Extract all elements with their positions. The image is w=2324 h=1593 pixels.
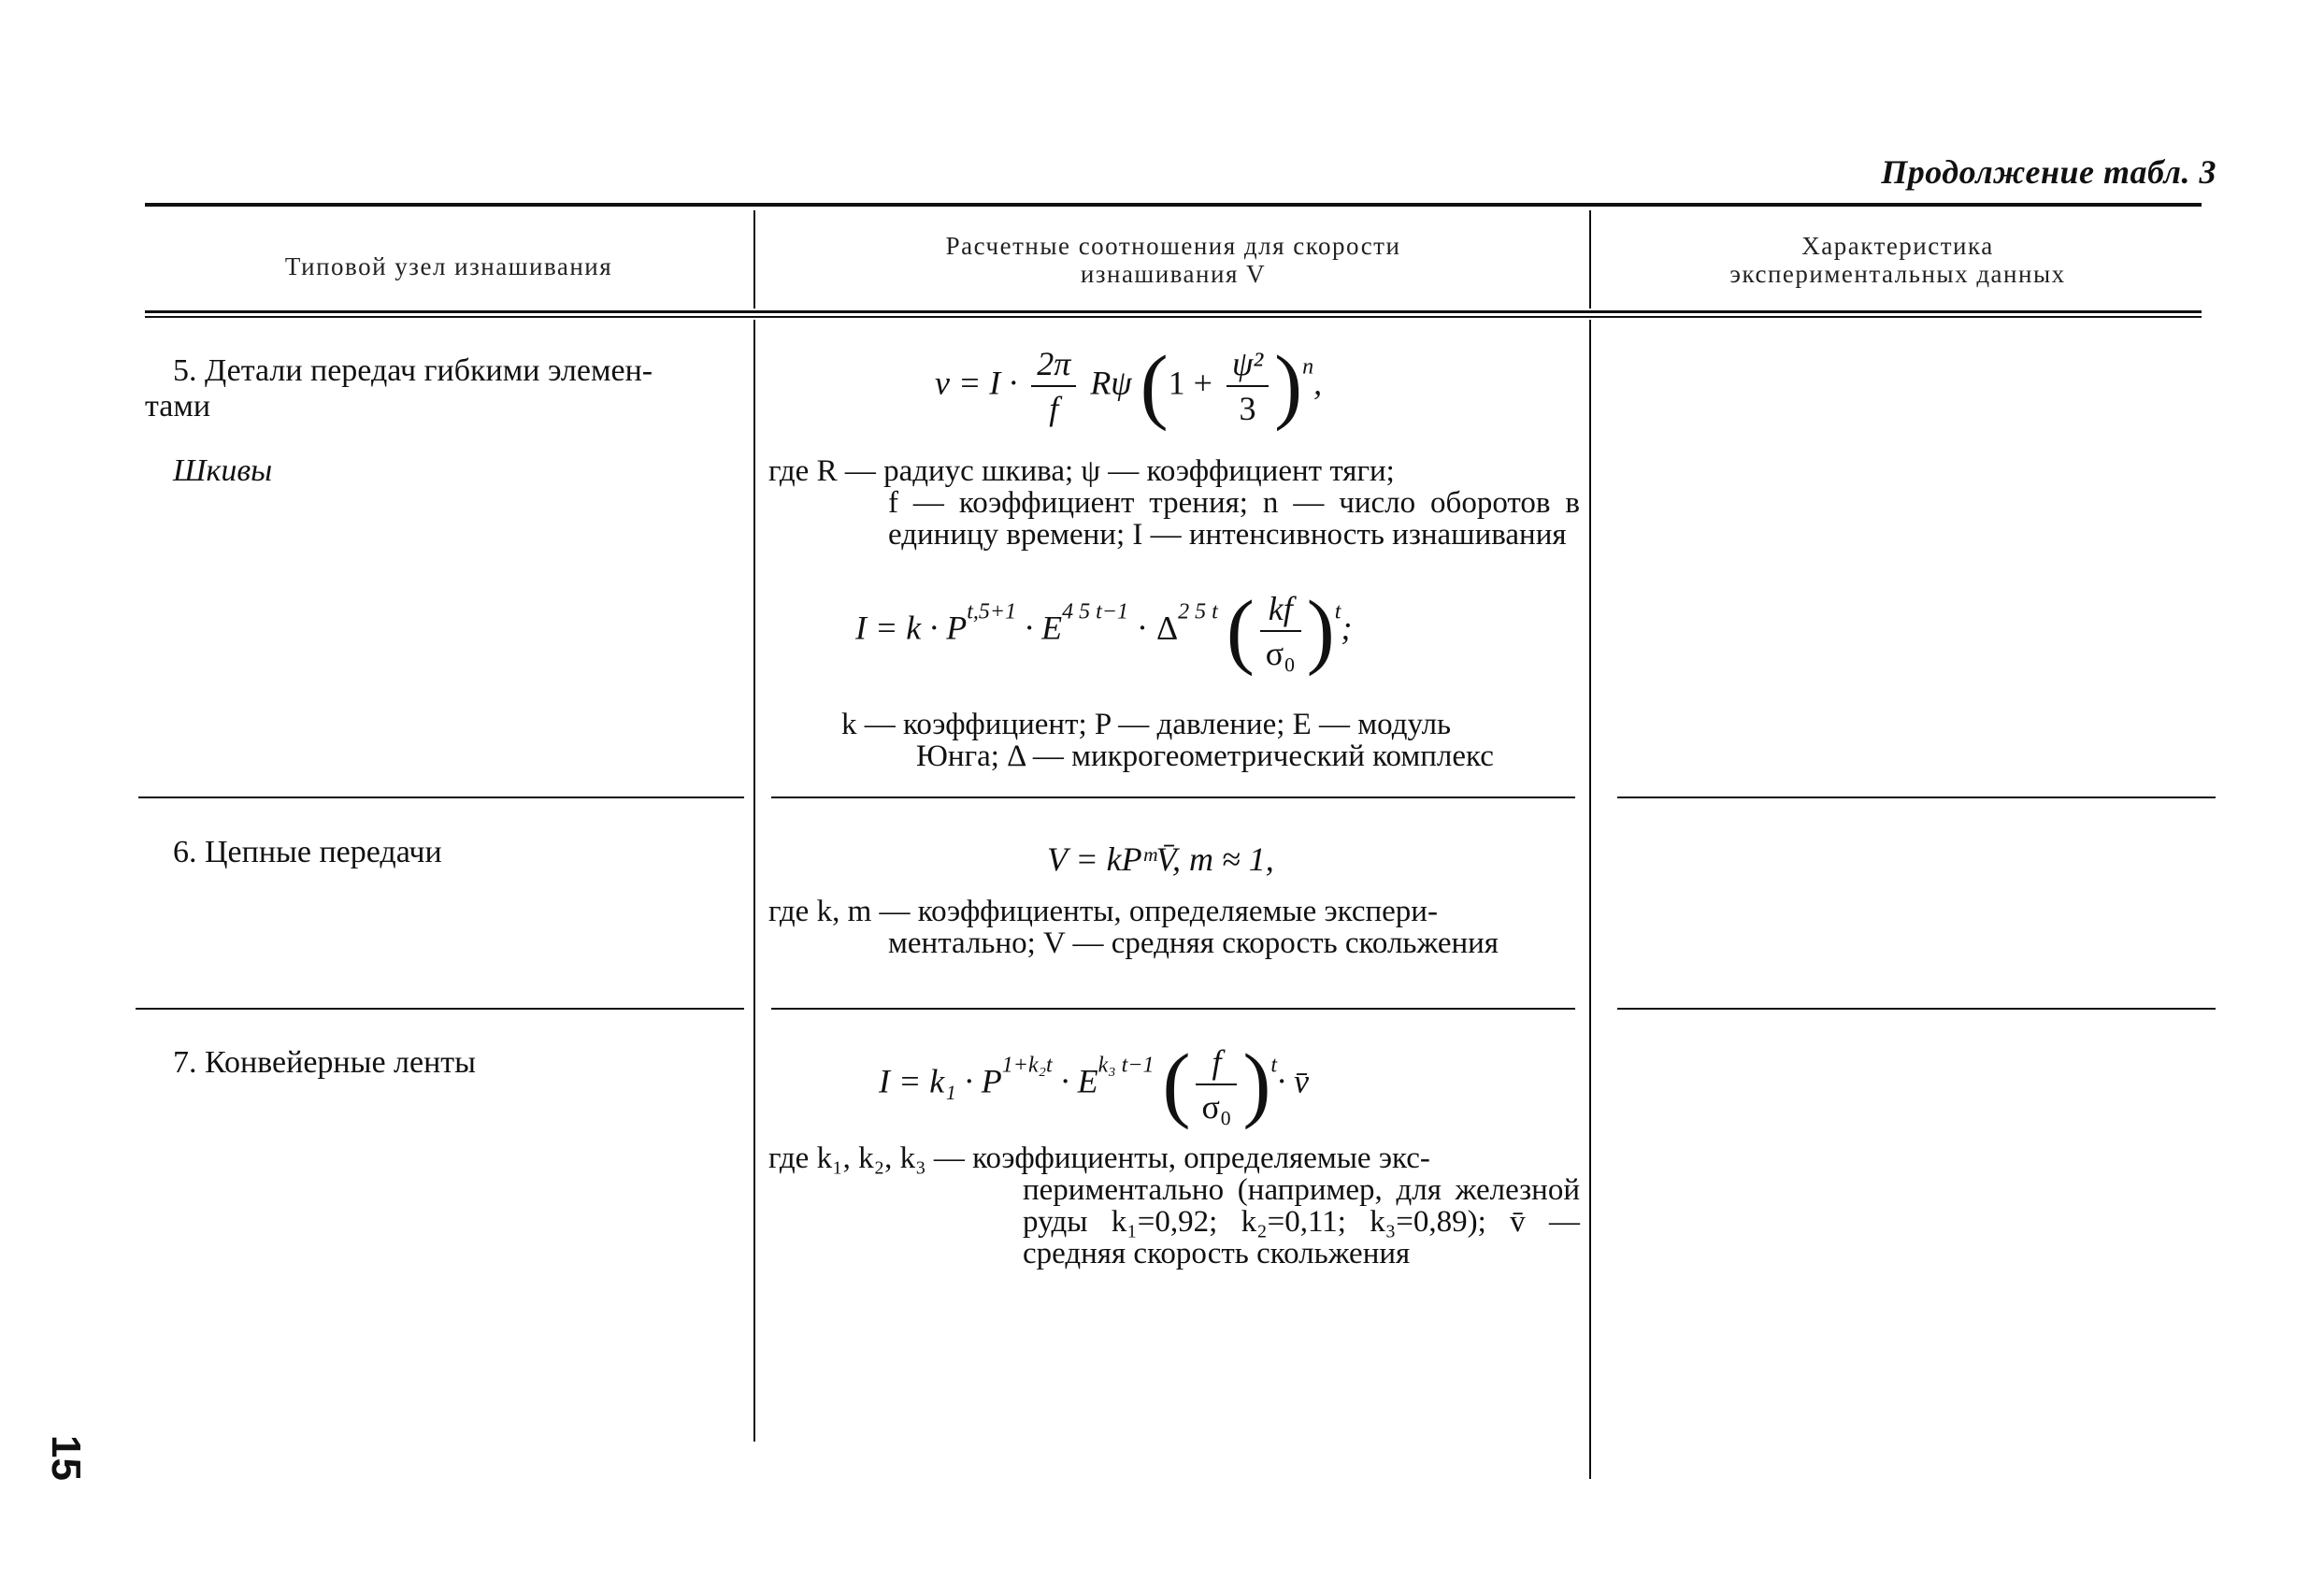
row7-desc-rest: периментально (например, для железной руды k₁=0,92; k₂=0,11; k₃=0,89); v̄ — средняя скорость скольжения xyxy=(1023,1173,1580,1270)
f2-e: · E xyxy=(1025,609,1063,647)
f1-exp: n xyxy=(1302,354,1314,380)
header-col3 xyxy=(1599,232,2197,288)
f2-frac-den: σ₀ xyxy=(1265,635,1296,672)
row5-desc2 xyxy=(841,709,1580,772)
row6-desc-rest: ментально; V — средняя скорость скольжения xyxy=(888,926,1499,960)
row6-title: 6. Цепные передачи xyxy=(173,835,442,869)
f3-p-exp: 1+k₂t xyxy=(1001,1053,1053,1078)
f2-lparen: ( xyxy=(1226,584,1255,677)
header-divider-2 xyxy=(1589,210,1591,309)
row5-desc1 xyxy=(768,455,1580,551)
row5-separator-col3 xyxy=(1617,796,2216,798)
f3-lparen: ( xyxy=(1162,1038,1191,1130)
f3-tail: · v̄ xyxy=(1277,1062,1310,1100)
row6-separator-col3 xyxy=(1617,1008,2216,1010)
f3-frac xyxy=(1196,1042,1237,1127)
row5-desc1-rest: f — коэффициент трения; n — число оборотов в единицу времени; I — интенсивность изнашивания xyxy=(888,486,1580,552)
row6-separator-col2 xyxy=(771,1008,1575,1010)
f2-lhs: I = k · P xyxy=(855,609,968,647)
header-rule-b xyxy=(145,316,2202,318)
row5-desc1-lead: где R — радиус шкива; ψ — коэффициент тяги; xyxy=(768,454,1395,488)
row7-title: 7. Конвейерные ленты xyxy=(173,1045,476,1080)
row5-subtitle: Шкивы xyxy=(173,453,273,488)
row6-separator-col1 xyxy=(136,1008,744,1010)
f2-e-exp: 4 5 t−1 xyxy=(1062,599,1128,624)
table-caption: Продолжение табл. 3 xyxy=(1881,153,2216,191)
f2-frac xyxy=(1260,589,1301,673)
header-col2-line2: изнашивания V xyxy=(1080,260,1267,288)
f3-exp: t xyxy=(1270,1053,1278,1078)
row5-formula1 xyxy=(935,339,1323,432)
f1-rparen: ) xyxy=(1274,339,1303,432)
f1-lhs: v = I · xyxy=(935,364,1018,402)
f2-rparen: ) xyxy=(1306,584,1335,677)
f1-inner: 1 + xyxy=(1168,364,1212,402)
header-col1 xyxy=(150,252,748,280)
f1-frac2 xyxy=(1227,344,1269,428)
f1-frac-den: f xyxy=(1049,390,1059,427)
row5-desc2-lead: k — коэффициент; P — давление; E — модуль xyxy=(841,708,1452,741)
table-top-rule xyxy=(145,203,2202,207)
row6-desc-lead: где k, m — коэффициенты, определяемые экспери- xyxy=(768,895,1438,928)
f3-e-exp: k₃ t−1 xyxy=(1097,1053,1155,1078)
f1-lparen: ( xyxy=(1140,339,1169,432)
header-divider-1 xyxy=(753,210,755,309)
f2-d-exp: 2 5 t xyxy=(1178,599,1218,624)
f1-frac-num: 2π xyxy=(1031,344,1076,387)
row5-separator-col2 xyxy=(771,796,1575,798)
f2-p-exp: t,5+1 xyxy=(967,599,1017,624)
f1-mid: Rψ xyxy=(1090,364,1132,402)
page-number: 15 xyxy=(43,1435,89,1481)
header-col2 xyxy=(762,232,1585,288)
f1-frac xyxy=(1031,344,1076,428)
row6-desc xyxy=(768,896,1580,959)
f2-tail: ; xyxy=(1341,609,1353,647)
row5-formula2 xyxy=(855,584,1353,677)
body-divider-1 xyxy=(753,320,755,1442)
header-col3-line2: экспериментальных данных xyxy=(1729,260,2066,288)
f2-frac-num: kf xyxy=(1260,589,1301,632)
f3-frac-den: σ₀ xyxy=(1201,1088,1232,1126)
row7-desc-lead: где k₁, k₂, k₃ — коэффициенты, определяемые экс- xyxy=(768,1141,1430,1175)
row5-title xyxy=(145,353,743,424)
header-col1-text: Типовой узел изнашивания xyxy=(284,252,613,280)
header-col2-line1: Расчетные соотношения для скорости xyxy=(945,232,1401,260)
f1-tail: , xyxy=(1313,364,1323,402)
f3-frac-num: f xyxy=(1196,1042,1237,1085)
row7-formula xyxy=(879,1038,1310,1130)
header-rule-a xyxy=(145,310,2202,313)
f1-frac2-num: ψ² xyxy=(1227,344,1269,387)
f2-d: · Δ xyxy=(1137,609,1179,647)
header-col3-line1: Характеристика xyxy=(1801,232,1994,260)
f1-frac2-den: 3 xyxy=(1239,390,1256,427)
f3-lhs: I = k₁ · P xyxy=(879,1062,1002,1100)
row5-title-line2: тами xyxy=(145,389,211,423)
row5-separator-col1 xyxy=(138,796,744,798)
row6-formula: V = kPᵐV̄, m ≈ 1, xyxy=(1047,840,1274,878)
f2-exp: t xyxy=(1334,599,1341,624)
row5-desc2-rest: Юнга; Δ — микрогеометрический комплекс xyxy=(916,739,1494,773)
body-divider-2 xyxy=(1589,320,1591,1479)
row5-title-line1: 5. Детали передач гибкими элемен- xyxy=(173,353,653,388)
f3-e: · E xyxy=(1060,1062,1098,1100)
f3-rparen: ) xyxy=(1242,1038,1271,1130)
row7-desc xyxy=(768,1142,1580,1270)
